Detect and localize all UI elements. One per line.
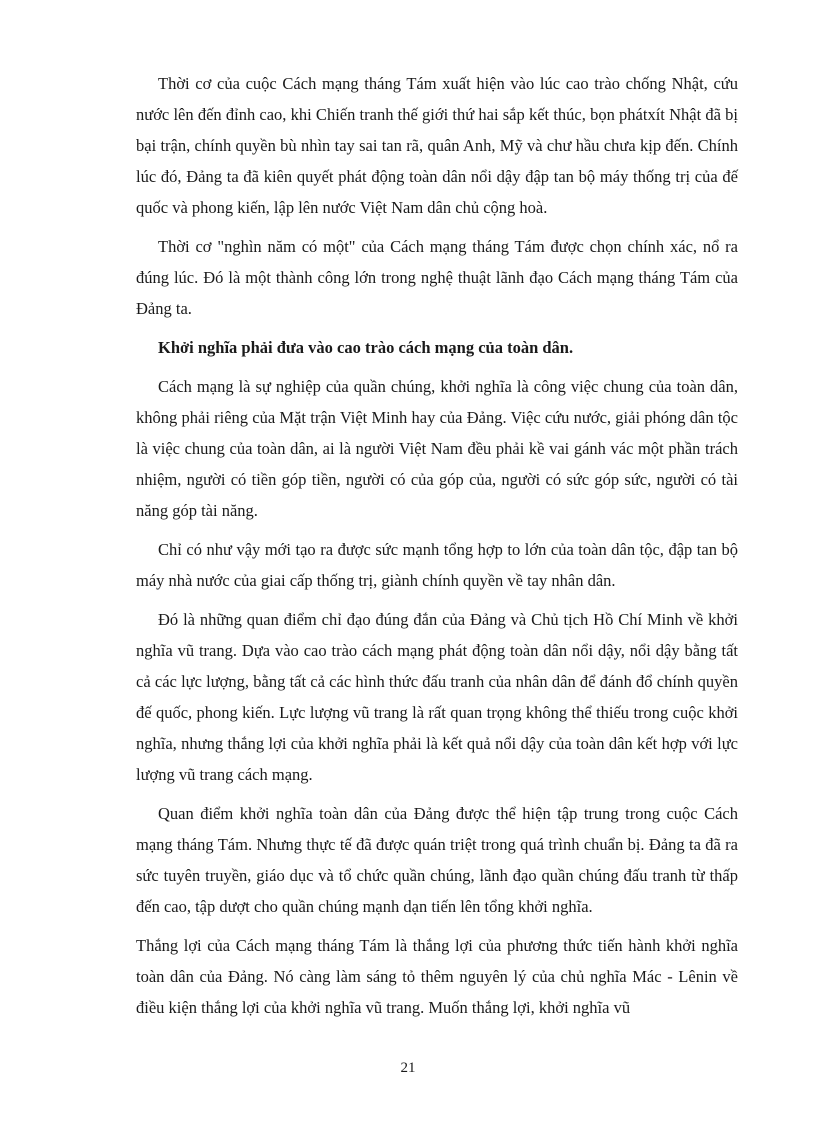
- page-number: 21: [400, 1060, 416, 1076]
- paragraph-victory-method: Thắng lợi của Cách mạng tháng Tám là thắng lợi của phương thức tiến hành khởi nghĩa toàn dân của Đảng. Nó càng làm sáng tỏ thêm nguyên lý của chủ nghĩa Mác - Lênin về điều kiện thắng lợi của khởi nghĩa vũ trang. Muốn thắng lợi, khởi nghĩa vũ: [136, 936, 738, 1017]
- section-heading: Khởi nghĩa phải đưa vào cao trào cách mạng của toàn dân.: [158, 338, 574, 357]
- paragraph-august-revolution-timing: Thời cơ của cuộc Cách mạng tháng Tám xuất hiện vào lúc cao trào chống Nhật, cứu nước lên đến đỉnh cao, khi Chiến tranh thế giới thứ hai sắp kết thúc, bọn phátxít Nhật đã bị bại trận, chính quyền bù nhìn tay sai tan rã, quân Anh, Mỹ và chư hầu chưa kịp đến. Chính lúc đó, Đảng ta đã kiên quyết phát động toàn dân nổi dậy đập tan bộ máy thống trị của đế quốc và phong kiến, lập lên nước Việt Nam dân chủ cộng hoà.: [136, 74, 738, 217]
- paragraph-combined-strength: Chỉ có như vậy mới tạo ra được sức mạnh tổng hợp to lớn của toàn dân tộc, đập tan bộ máy nhà nước của giai cấp thống trị, giành chính quyền về tay nhân dân.: [136, 540, 738, 590]
- paragraph-guiding-viewpoints: Đó là những quan điểm chỉ đạo đúng đắn của Đảng và Chủ tịch Hồ Chí Minh về khởi nghĩa vũ trang. Dựa vào cao trào cách mạng phát động toàn dân nổi dậy, nổi dậy bằng tất cả các lực lượng, bằng tất cả các hình thức đấu tranh của nhân dân để đánh đổ chính quyền đế quốc, phong kiến. Lực lượng vũ trang là rất quan trọng không thể thiếu trong cuộc khởi nghĩa, nhưng thắng lợi của khởi nghĩa phải là kết quả nổi dậy của toàn dân kết hợp với lực lượng vũ trang cách mạng.: [136, 610, 738, 784]
- paragraph-uprising-viewpoint: Quan điểm khởi nghĩa toàn dân của Đảng được thể hiện tập trung trong cuộc Cách mạng tháng Tám. Nhưng thực tế đã được quán triệt trong quá trình chuẩn bị. Đảng ta đã ra sức tuyên truyền, giáo dục và tổ chức quần chúng, lãnh đạo quần chúng đấu tranh từ thấp đến cao, tập dượt cho quần chúng mạnh dạn tiến lên tổng khởi nghĩa.: [136, 804, 738, 916]
- paragraph-once-in-thousand-years: Thời cơ "nghìn năm có một" của Cách mạng tháng Tám được chọn chính xác, nổ ra đúng lúc. Đó là một thành công lớn trong nghệ thuật lãnh đạo Cách mạng tháng Tám của Đảng ta.: [136, 237, 738, 318]
- document-page: [136, 68, 738, 1031]
- paragraph-revolution-of-masses: Cách mạng là sự nghiệp của quần chúng, khởi nghĩa là công việc chung của toàn dân, không phải riêng của Mặt trận Việt Minh hay của Đảng. Việc cứu nước, giải phóng dân tộc là việc chung của toàn dân, ai là người Việt Nam đều phải kề vai gánh vác một phần trách nhiệm, người có tiền góp tiền, người có của góp của, người có sức góp sức, người có tài năng góp tài năng.: [136, 377, 738, 520]
